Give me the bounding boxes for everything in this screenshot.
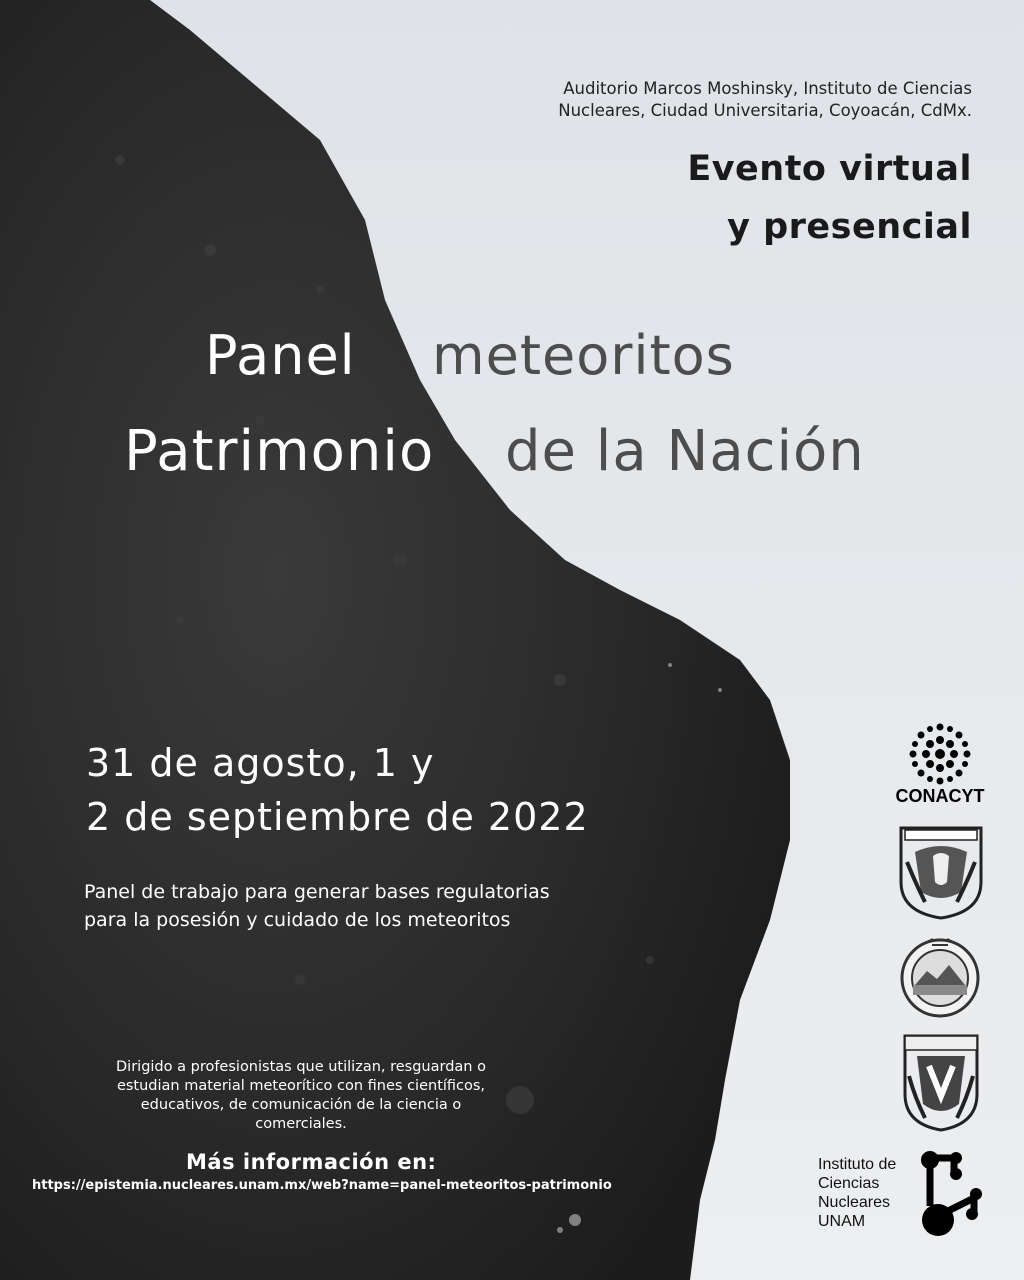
date-line-1: 31 de agosto, 1 y [86,741,435,785]
icn-atom-icon [908,1150,990,1240]
description-line-2: para la posesión y cuidado de los meteoritos [84,909,511,931]
icn-logo-text [818,1155,896,1231]
unam-shield-icon [895,822,987,922]
icn-line-4: UNAM [818,1213,866,1230]
title-words-de-la-nacion: de la Nación [505,419,865,484]
ciencias-shield-icon [895,1032,987,1132]
description-line-1: Panel de trabajo para generar bases regulatorias [84,881,550,903]
event-dates [86,736,589,844]
event-mode-line-2: y presencial [727,207,972,247]
conacyt-label: CONACYT [895,786,985,806]
icn-line-3: Nucleares [818,1194,891,1211]
event-description [84,878,550,934]
audience-text: Dirigido a profesionistas que utilizan, resguardan o estudian material meteorítico con fines científicos, educativos, de comunicación de la ciencia o comerciales. [116,1059,486,1132]
geologia-seal-icon [897,935,983,1021]
icn-line-1: Instituto de [818,1156,897,1173]
more-info-link[interactable]: https://epistemia.nucleares.unam.mx/web?name=panel-meteoritos-patrimonio [32,1178,612,1193]
event-mode-line-1: Evento virtual [687,149,972,189]
icn-line-2: Ciencias [818,1175,880,1192]
venue-line-1: Auditorio Marcos Moshinsky, Instituto de Ciencias [563,79,972,98]
more-info-label: Más información en: [186,1150,437,1174]
event-mode [687,140,972,256]
title-word-patrimonio: Patrimonio [124,419,435,484]
date-line-2: 2 de septiembre de 2022 [86,795,589,839]
title-word-panel: Panel [205,324,356,387]
venue-address [452,78,972,122]
title-word-meteoritos: meteoritos [432,324,735,387]
venue-line-2: Nucleares, Ciudad Universitaria, Coyoacán, CdMx. [558,101,972,120]
